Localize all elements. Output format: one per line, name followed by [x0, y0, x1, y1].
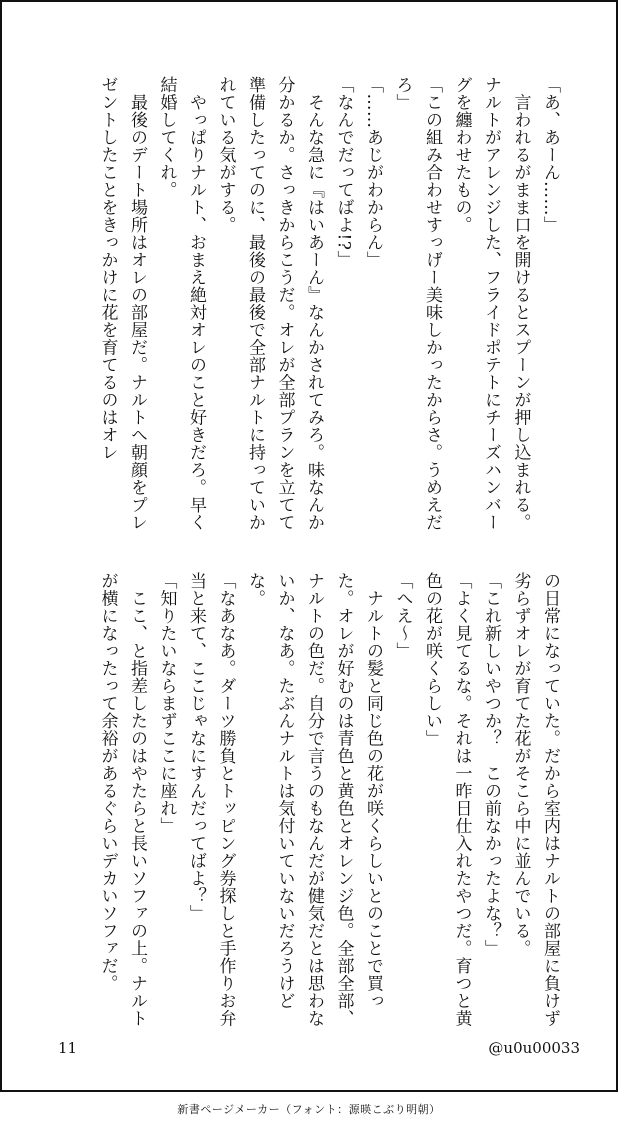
- paragraph: 「よく見てるな。それは一昨日仕入れたやつだ。育つと黄色の花が咲くらしい」: [422, 572, 472, 1027]
- paragraph: 言われるがまま口を開けるとスプーンが押し込まれる。ナルトがアレンジした、フライドポテトにチーズハンバーグを纏わせたもの。: [451, 76, 531, 531]
- paragraph: 「これ新しいやつか？ この前なかったよな？」: [481, 572, 501, 957]
- text-block-lower: [92, 572, 564, 1034]
- paragraph: の日常になっていた。だから室内はナルトの部屋に負けず劣らずオレが育てた花がそこら中に並んでいる。: [510, 572, 560, 1027]
- footer-caption: 新書ページメーカー（フォント：源暎こぶり明朝）: [177, 1103, 441, 1116]
- paragraph: ナルトの髪と同じ色の花が咲くらしいとのことで買った。オレが好むのは青色と黄色とオレンジ色。全部全部、ナルトの色だ。自分で言うのもなんだが健気だとは思わないか、なあ。たぶんナルトは気付いていないだろうけどな。: [245, 572, 383, 1027]
- paragraph: 「知りたいならまずここに座れ」: [156, 572, 177, 835]
- paragraph: 「なあなあ。ダーツ勝負とトッピング券探しと手作りお弁当と来て、ここじゃなにすんだってばよ？」: [186, 572, 236, 1027]
- paragraph: やっぱりナルト、おまえ絶対オレのこと好きだろ。早く結婚してくれ。: [156, 76, 206, 531]
- paragraph: ここ、と指差したのはやたらと長いソファの上。ナルトが横になったって余裕があるぐらいデカいソファだ。: [97, 572, 147, 1027]
- paragraph: 「この組み合わせすっげー美味しかったからさ。うめえだろ」: [392, 76, 442, 531]
- paragraph: そんな急に『はいあーん』なんかされてみろ。味なんか分かるか。さっきからこうだ。オレが全部プランを立てて準備したってのに、最後の最後で全部ナルトに持っていかれている気がする。: [215, 76, 324, 531]
- text-block-upper: [92, 76, 564, 538]
- page-number: 11: [58, 1039, 78, 1057]
- paragraph: 「なんでだってばよ!?」: [333, 76, 354, 268]
- paragraph: 最後のデート場所はオレの部屋だ。ナルトへ朝顔をプレゼントしたことをきっかけに花を育てるのはオレ: [97, 76, 147, 531]
- author-handle: @u0u00033: [488, 1039, 580, 1057]
- paragraph: 「あ、あーん……」: [540, 76, 560, 234]
- paragraph: 「へえ～」: [392, 572, 413, 660]
- paragraph: 「……あじがわからん」: [363, 76, 383, 269]
